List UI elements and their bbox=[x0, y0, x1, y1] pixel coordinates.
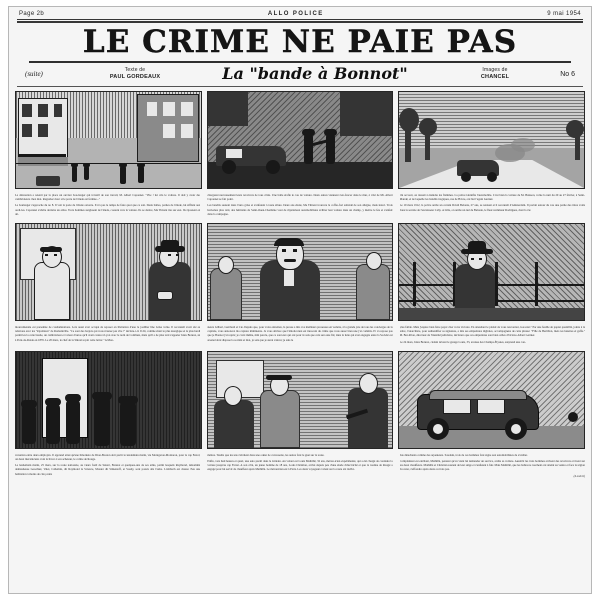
footer-space bbox=[15, 480, 585, 587]
publication-name: ALLO POLICE bbox=[267, 11, 324, 17]
paragraph: Le lendemain matin, 25 mars, sur la route nationale, au vieux forêt de Sénart, Bonnot et quelques-uns de ses amis, parmi lesquels Raymond, dénommé demandeuse Gau-thier, Valet, Callemin, dit Raymond le Science, Monier dit Simentoff, et Soudy, sont postés dès l'aube. L'embuch est dressé. Peu une habitation à moins de cinq cents bbox=[15, 463, 201, 476]
text-col-3-2 bbox=[207, 453, 392, 480]
panel-5-art bbox=[208, 224, 393, 320]
comic-panel-9 bbox=[398, 351, 585, 449]
paragraph: Le boulanger s'approche du no 8. Il voit la porte de l'étude ouverte. Il n'a pas le temps de faire quoi que ce soit. Deux balles, parties de l'étude, lui sifflent aux oreil-les. Caponnet s'abrite derrière un arbre. Trois hommes surgissent de l'étude, courent vers la voiture. Ils se dextre, Me Thirent tire sur eux. Ils ripostent en dé- bbox=[15, 203, 201, 216]
page-title: LE CRIME NE PAIE PAS bbox=[82, 24, 518, 60]
paragraph: La détonation a retenti par la place un ouvrier bou-langer qui travaill de son travail, M. Albert Caponnet. "Vite ! lui cria le voiture. Il doit y avoir des cambrioleurs chez moi. Regardez donc si le porte de l'étude est fermée..." bbox=[15, 193, 201, 202]
page-label: Page 2b bbox=[19, 11, 45, 17]
text-credit-label: Texte de bbox=[124, 67, 146, 74]
comic-strip-row-3 bbox=[15, 351, 585, 449]
panel-4-art bbox=[16, 224, 201, 320]
text-col-1-2 bbox=[207, 193, 392, 218]
panel-6-art bbox=[399, 224, 584, 320]
comic-panel-6 bbox=[398, 223, 585, 321]
images-credit-author: CHANCEL bbox=[480, 73, 510, 80]
paragraph: Le 24 mars, Jules Bonnot, cédant devant le garage Louis, 33, avenue des Champs-Élysées, surprend une con- bbox=[399, 339, 526, 344]
comic-panel-8 bbox=[207, 351, 394, 449]
text-col-2-1 bbox=[15, 325, 200, 346]
text-row-1 bbox=[15, 193, 585, 218]
comic-panel-3 bbox=[398, 91, 585, 189]
text-credit-author: PAUL GORDEAUX bbox=[109, 73, 161, 80]
paragraph: On accourt, on réussit à éteindre les flammes. La police identifie l'automobile. C'est bien la voiture de M. Buisson, volée la nuit du 20 au 27 février, à Saint-Mandé, et de laquelle les bandits tragiques, rue de Havre, ont but l'agent Garnier. bbox=[399, 193, 585, 202]
panel-9-art bbox=[399, 352, 584, 448]
comic-panel-7 bbox=[15, 351, 202, 449]
panel-1-art bbox=[16, 92, 201, 188]
subheader bbox=[15, 63, 585, 84]
comic-panel-1 bbox=[15, 91, 202, 189]
paragraph: Complainant est enrôlant, Mathillé, pensant qu'on vient lui demander un service, arrête sa voiture. Aussitôt les trois hommes arrivent des revolvers et tirent sur les deux chauffeurs. Mathillé et Christian sautent de leur siège et s'enfuient à fuir. Mais Mathillé, que les balles ne touchent ont atteint au ventre et face la région du cœur, s'effondre après deux ou trois pas. bbox=[399, 459, 585, 472]
text-col-2-2 bbox=[207, 325, 392, 346]
newspaper-sheet bbox=[8, 6, 592, 594]
issue-number: No 6 bbox=[560, 70, 575, 78]
text-col-3-1 bbox=[15, 453, 200, 480]
panel-3-art bbox=[399, 92, 584, 188]
paragraph: mètres. Tandis que les uns s'abritent dans une odeur de carrosserie, les autres font le guet sur la route. bbox=[207, 452, 325, 457]
comic-panel-2 bbox=[207, 91, 394, 189]
paragraph: plus faible. Mais j'espère bien faire payer cher votre victoire. En attendant le plaisir de vous rencontrer, Gar-nier." Par une feuille de papier quadrillé, jointe à la lettre, l'anarchiste, pour authentifier sa signature, a mis ses empreintes digitales, accompagnées de cette phrase: "Fille de Bertillon, mets tes lunettes et gaffe." M. Ber-tillon, directeur de l'identité judiciaire, déclarera que ces empreintes sont bien celles d'Octave-Albert Garnier. bbox=[399, 325, 585, 338]
subheader-divider bbox=[17, 86, 583, 87]
paragraph: versation entre deux employés. Il apprend ainsi qu'une limonière de Dion-Bouton doit partir le lendemain matin, via Montgeron-Montaron, pour le cap Ferrel, où deux mécaniciens vont la livrer à son acheteur, le comte de Rouge. bbox=[15, 452, 201, 462]
panel-8-art bbox=[208, 352, 393, 448]
paragraph: Les bandits sautent dans l'auto grise et s'enfuient à toute allure. Deux ans étude, Me Thirent trouvera la coffre-fort subsidé de son allégée, mais intact. Trois hom-mes plus tard, des habitants de Saint-Ouen-l'Aumône vont de mystérieux automobilistes aviliter leur voiture dans un champ, y mettre le feu et s'enfuir dans la campagne. bbox=[207, 203, 393, 216]
comic-strip-row-1 bbox=[15, 91, 585, 189]
paragraph: dus détachants comme des arpenteurs. Soudain, trois de ces hommes font signe aux automobilistes de s'arrêter. bbox=[399, 452, 528, 457]
panel-2-art bbox=[208, 92, 393, 188]
text-credit bbox=[95, 67, 175, 80]
continuation-note: (A suivre) bbox=[573, 473, 585, 478]
images-credit bbox=[455, 67, 535, 80]
paragraph: Le 19 mars 1912, la police arrête un certain David Belonie, 27 ans, se rennant et il reconnaît d'Amsterdam. Il portait autour du cou une partie des titres volés dans la secrète de l'encaisseur Caby. A Lille, on arrête un nul de Belonie, le fleur nommeur Rodrigues, dont la vie bbox=[399, 203, 585, 212]
paragraph: Enfin, vers huit heures et quart, une auto paraît dans le lointain. An volant est Louis Mathillé, 32 ans, mécan-icien expérimenté, qui a été chargé de conduire la voiture jusqu'au cap Ferret. A son côté, un jeune homme de 18 ans, Louis Christian, arrivé depuis peu d'une étude d'électricité et que la routine de Rougé a engagé pour lui servir de chauffeur après Mathillé. Le mécanicien est à Paris. Les deux voyageurs volent sur la route six indivi- bbox=[207, 459, 393, 472]
text-col-3-3 bbox=[400, 453, 585, 480]
masthead bbox=[15, 11, 585, 19]
paragraph: mouvementée est parsemée de condamnations. Lois aussi s'est occupé de reposer en libération d'une le joaillier lme Grise volée. Il reconnaît avoir été au relations avec les "tripoliéres" de Romainville. "Ce sont des barjots qui vous n'aurez pas vite !" déclare-t-il. Il dit, comme étant le plus énergique et le plus hardi parmi les la cette bande, un cambrioleur et voleur d'autos qu'il avait connu à Lyon avec le nom de Combien, mais qu'il a de plus tard s'appeler Jules Bonnot, né à Pont-de-Roide en 1876. Le 20 mars, le chef de la Sûreté reçoit cette lettre: "A Mon- bbox=[15, 325, 201, 342]
text-col-2-3 bbox=[400, 325, 585, 346]
panel-7-art bbox=[16, 352, 201, 448]
text-col-1-1 bbox=[15, 193, 200, 218]
paragraph: chargeant nerveusement leurs revolvers de tous côtés. Une balle érafle le cou de voiture. Deux autres viennent s'en-foncer dans le mur, à côté de Mr. Albert Caponnet se fait point. bbox=[207, 193, 393, 202]
comic-panel-5 bbox=[207, 223, 394, 321]
paragraph: sieurs Gilbert, Guichard et Cie. Depuis que, pour votre entretien, la presse a mis vos meilleurs prouesses en vedette, à la grande joie de tous les concierges de la capitale, vous annoncez ma capture imminente. Je vous déclare que l'émoticonné est innocent du crime que vous aurez bien une j'ai commis. Et va repose pas que je Bonnot j'ai repris; je croix même, mm parole, que ce sont eux qui ont pour Je sais que cela sera une fin; dans la lutte qui s'est engagée entre la Société est arsenal dont dispose la société et moi, je sais que je aurai vaincu; je suis le bbox=[207, 325, 393, 342]
masthead-divider bbox=[17, 19, 583, 23]
text-row-3 bbox=[15, 453, 585, 480]
serial-title: La "bande à Bonnot" bbox=[222, 64, 408, 83]
comic-strip-row-2 bbox=[15, 223, 585, 321]
images-credit-label: Images de bbox=[482, 67, 508, 74]
text-row-2 bbox=[15, 325, 585, 346]
issue-date: 9 mai 1954 bbox=[547, 11, 581, 17]
text-col-1-3 bbox=[400, 193, 585, 218]
title-block bbox=[15, 26, 585, 63]
suite-label: (suite) bbox=[25, 70, 43, 78]
comic-panel-4 bbox=[15, 223, 202, 321]
